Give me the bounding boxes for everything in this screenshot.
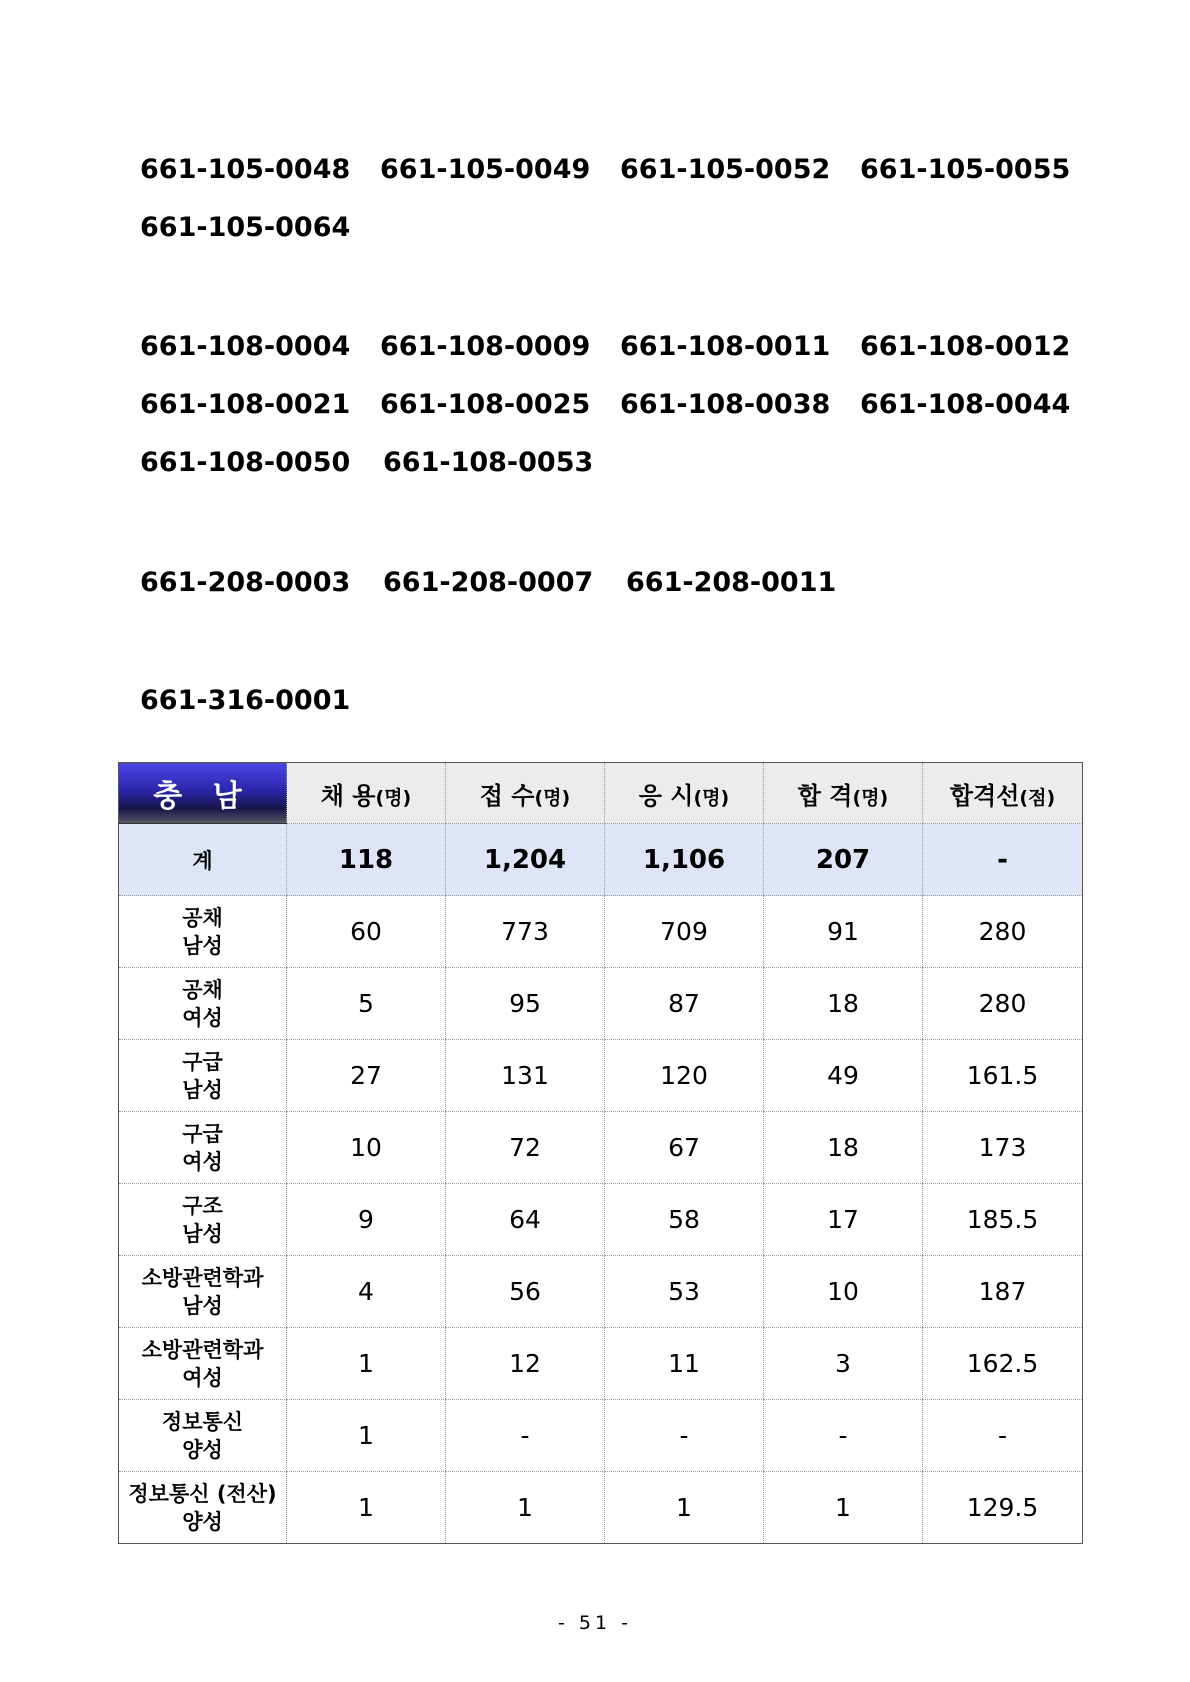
table-cell: 161.5 (923, 1040, 1083, 1112)
candidate-number: 661-108-0050 (140, 447, 351, 478)
table-cell: 67 (605, 1112, 764, 1184)
table-cell: 162.5 (923, 1328, 1083, 1400)
table-cell: 1,204 (446, 824, 605, 896)
number-row (140, 376, 1100, 434)
table-cell: 18 (764, 968, 923, 1040)
table-cell: 1 (446, 1472, 605, 1544)
number-row (140, 199, 1100, 257)
table-cell: 280 (923, 896, 1083, 968)
table-row (119, 1184, 1083, 1256)
candidate-number: 661-108-0044 (860, 389, 1071, 420)
table-row (119, 1040, 1083, 1112)
table-cell: 17 (764, 1184, 923, 1256)
number-group-105 (140, 141, 1100, 257)
table-cell: 12 (446, 1328, 605, 1400)
candidate-number: 661-108-0025 (380, 389, 591, 420)
table-cell: 56 (446, 1256, 605, 1328)
candidate-number: 661-108-0038 (620, 389, 831, 420)
table-cell: 49 (764, 1040, 923, 1112)
table-cell: - (923, 824, 1083, 896)
table-cell: 129.5 (923, 1472, 1083, 1544)
candidate-number: 661-105-0055 (860, 154, 1071, 185)
row-label: 공채 남성 (119, 896, 287, 968)
number-group-108 (140, 318, 1100, 492)
candidate-number: 661-208-0011 (626, 567, 837, 598)
table-cell: 53 (605, 1256, 764, 1328)
table-cell: 280 (923, 968, 1083, 1040)
table-row (119, 1400, 1083, 1472)
table-cell: 173 (923, 1112, 1083, 1184)
table-cell: 709 (605, 896, 764, 968)
candidate-number: 661-108-0011 (620, 331, 831, 362)
candidate-number: 661-105-0048 (140, 154, 351, 185)
candidate-number: 661-105-0064 (140, 212, 351, 243)
total-row (119, 824, 1083, 896)
header-cutoff: 합격선(점) (923, 763, 1083, 824)
table-row (119, 1256, 1083, 1328)
row-label: 구급 여성 (119, 1112, 287, 1184)
table-row (119, 968, 1083, 1040)
row-label: 공채 여성 (119, 968, 287, 1040)
table-cell: 1 (287, 1400, 446, 1472)
header-passed: 합 격(명) (764, 763, 923, 824)
candidate-number: 661-108-0004 (140, 331, 351, 362)
table-cell: 18 (764, 1112, 923, 1184)
table-cell: 10 (287, 1112, 446, 1184)
table-cell: 60 (287, 896, 446, 968)
table-cell: 3 (764, 1328, 923, 1400)
candidate-number: 661-108-0009 (380, 331, 591, 362)
candidate-number: 661-108-0012 (860, 331, 1071, 362)
table-cell: 1 (287, 1472, 446, 1544)
table-cell: 187 (923, 1256, 1083, 1328)
recruitment-stats-table (118, 762, 1083, 1544)
candidate-number: 661-108-0021 (140, 389, 351, 420)
region-header: 충 남 (119, 763, 287, 824)
header-applied: 접 수(명) (446, 763, 605, 824)
header-recruit: 채 용(명) (287, 763, 446, 824)
number-group-208 (140, 554, 1100, 612)
table-cell: 1 (764, 1472, 923, 1544)
table-cell: 9 (287, 1184, 446, 1256)
table-cell: 185.5 (923, 1184, 1083, 1256)
header-tested: 응 시(명) (605, 763, 764, 824)
number-row (140, 141, 1100, 199)
table-row (119, 1112, 1083, 1184)
table-cell: 64 (446, 1184, 605, 1256)
table-cell: 207 (764, 824, 923, 896)
number-row (140, 672, 1100, 730)
table-cell: 1 (605, 1472, 764, 1544)
page-number: - 51 - (558, 1612, 632, 1634)
total-label: 계 (119, 824, 287, 896)
table-cell: 10 (764, 1256, 923, 1328)
table-row (119, 896, 1083, 968)
number-row (140, 434, 1100, 492)
table-row (119, 1472, 1083, 1544)
table-cell: 27 (287, 1040, 446, 1112)
candidate-number: 661-208-0007 (383, 567, 594, 598)
table-cell: 773 (446, 896, 605, 968)
row-label: 정보통신 (전산) 양성 (119, 1472, 287, 1544)
row-label: 소방관련학과 남성 (119, 1256, 287, 1328)
table-row (119, 1328, 1083, 1400)
table-cell: 72 (446, 1112, 605, 1184)
row-label: 구급 남성 (119, 1040, 287, 1112)
number-row (140, 318, 1100, 376)
row-label: 정보통신 양성 (119, 1400, 287, 1472)
table-cell: 91 (764, 896, 923, 968)
table-cell: 120 (605, 1040, 764, 1112)
candidate-number: 661-105-0049 (380, 154, 591, 185)
table-cell: 4 (287, 1256, 446, 1328)
table-cell: 118 (287, 824, 446, 896)
table-cell: 11 (605, 1328, 764, 1400)
table-header-row (119, 763, 1083, 824)
table-cell: - (764, 1400, 923, 1472)
candidate-number: 661-105-0052 (620, 154, 831, 185)
table-cell: - (605, 1400, 764, 1472)
table-cell: 5 (287, 968, 446, 1040)
table-cell: - (923, 1400, 1083, 1472)
candidate-number: 661-108-0053 (383, 447, 594, 478)
number-row (140, 554, 1100, 612)
row-label: 소방관련학과 여성 (119, 1328, 287, 1400)
table-cell: 1 (287, 1328, 446, 1400)
candidate-number: 661-208-0003 (140, 567, 351, 598)
table-cell: - (446, 1400, 605, 1472)
table-cell: 1,106 (605, 824, 764, 896)
candidate-number: 661-316-0001 (140, 685, 351, 716)
table-cell: 131 (446, 1040, 605, 1112)
table-cell: 58 (605, 1184, 764, 1256)
row-label: 구조 남성 (119, 1184, 287, 1256)
number-group-316 (140, 672, 1100, 730)
table-cell: 95 (446, 968, 605, 1040)
table-cell: 87 (605, 968, 764, 1040)
